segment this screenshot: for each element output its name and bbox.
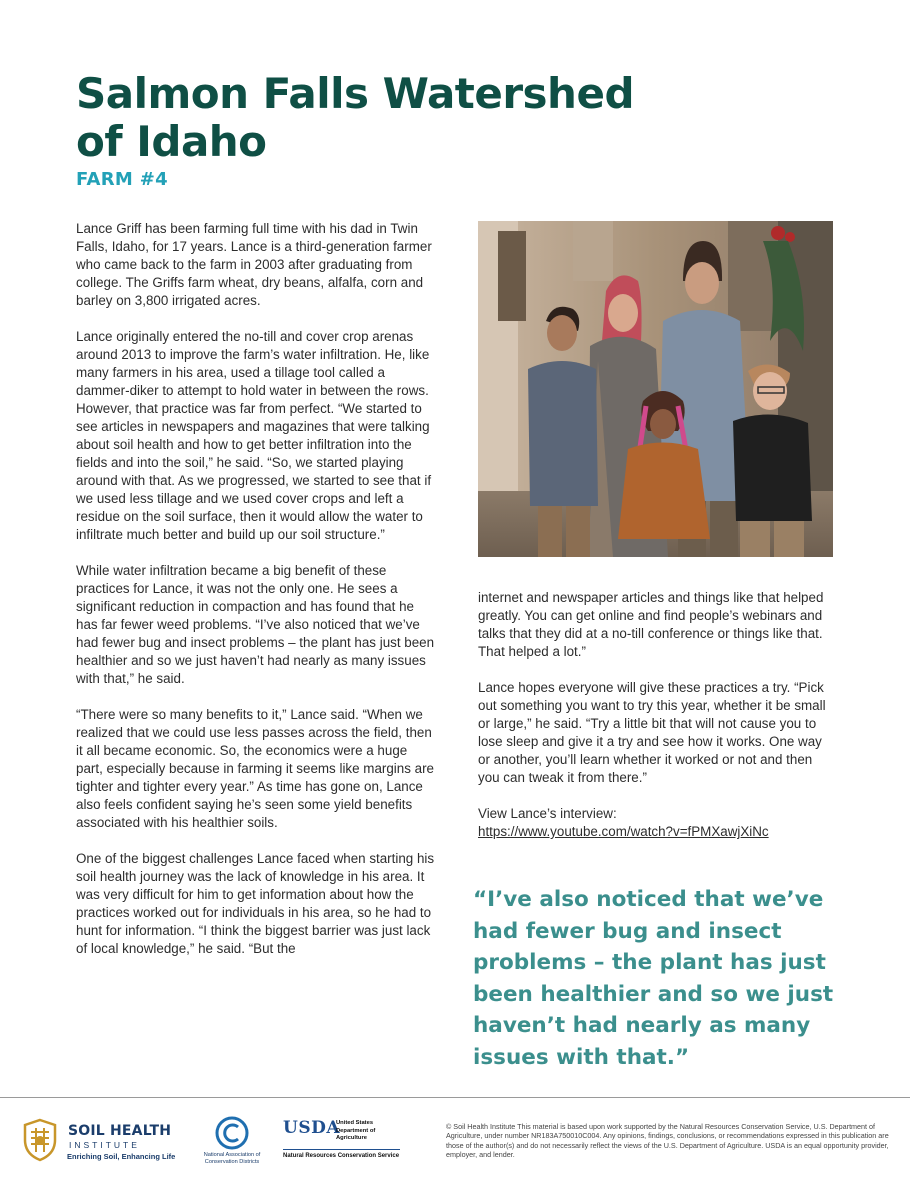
pull-quote: “I’ve also noticed that we’ve had fewer bug and insect problems – the plant has just been healthier and so we just haven’t had nearly as many issues with that.” bbox=[473, 887, 834, 1070]
paragraph: One of the biggest challenges Lance faced when starting his soil health journey was the lack of knowledge in his area. It was very difficult for him to get information about how the practices worked out for individuals in his area, so he had to hunt for information. “I think the biggest barrier was just lack of local knowledge,” he said. “But the bbox=[76, 851, 435, 956]
nacd-name: National Association of Conservation Districts bbox=[203, 1152, 261, 1165]
soil-health-institute-logo bbox=[22, 1118, 182, 1168]
title-line-1: Salmon Falls Watershed bbox=[76, 69, 635, 118]
page-title bbox=[76, 70, 776, 166]
usda-logo-icon: USDA bbox=[283, 1118, 341, 1138]
left-column bbox=[76, 220, 436, 976]
right-column bbox=[478, 589, 833, 859]
paragraph: Lance originally entered the no-till and cover crop arenas around 2013 to improve the farm’s water infiltration. He, like many farmers in his area, used a tillage tool called a dammer-diker to attempt to hold water in between the rows. However, that practice was far from perfect. “We started to see articles in newspapers and magazines that were talking about soil health and how to get better infiltration into the fields and into the soil,” he said. “So, we started playing around with that. As we progressed, we started to see that if we used less tillage and we used cover crops and left a residue on the soil surface, then it would allow the water to infiltrate much better and build up our soil structure.” bbox=[76, 329, 432, 542]
farm-number-subtitle: FARM #4 bbox=[76, 169, 168, 190]
paragraph: “There were so many benefits to it,” Lance said. “When we realized that we could use less passes across the field, then it all became economic. So, the economics were a huge part, especially because in farming it seems like margins are tighter and tighter every year.” As time has gone on, Lance also feels confident saying he’s seen some yield benefits associated with his healthier soils. bbox=[76, 707, 434, 830]
family-photo-illustration bbox=[478, 221, 833, 557]
title-line-2: of Idaho bbox=[76, 117, 267, 166]
interview-link[interactable]: https://www.youtube.com/watch?v=fPMXawjXiNc bbox=[478, 824, 769, 839]
usda-department: United States Department of Agriculture bbox=[336, 1120, 376, 1141]
disclaimer: © Soil Health Institute This material is based upon work supported by the Natural Resources Conservation Service, U.S. Department of Agriculture, under number NR183A750010C004. Any opinions, findings, conclusions, or recommendations expressed in this publication are those of the author(s) and do not necessarily reflect the views of the U.S. Department of Agriculture. USDA is an equal opportunity provider, employer, and lender. bbox=[446, 1122, 889, 1159]
usda-logo bbox=[283, 1116, 413, 1166]
nacd-circle-icon bbox=[197, 1114, 267, 1152]
shi-institute: INSTITUTE bbox=[69, 1140, 140, 1150]
shi-name: SOIL HEALTH bbox=[68, 1123, 172, 1139]
usda-nrcs: Natural Resources Conservation Service bbox=[283, 1153, 400, 1159]
paragraph: Lance Griff has been farming full time with his dad in Twin Falls, Idaho, for 17 years. Lance is a third-generation farmer who came back to the farm in 2003 after graduating from college. The Griffs farm wheat, dry beans, alfalfa, corn and barley on 3,800 irrigated acres. bbox=[76, 221, 432, 308]
interview-label: View Lance’s interview: bbox=[478, 806, 617, 821]
paragraph: Lance hopes everyone will give these practices a try. “Pick out something you want to try this year, whether it be small or large,” he said. “Try a little bit that will not cause you to lose sleep and give it a try and see how it works. One way or another, you’ll learn whether it worked or not and then you can tweak it from there.” bbox=[478, 680, 826, 785]
nacd-logo bbox=[197, 1114, 267, 1170]
paragraph: While water infiltration became a big benefit of these practices for Lance, it was not the only one. He sees a significant reduction in compaction and has found that he has far fewer weed problems. “I’ve also noticed that we’ve had fewer bug and insect problems – the plant has just been healthier and so we just haven’t had nearly as many issues with that,” he said. bbox=[76, 563, 435, 686]
interview-block bbox=[478, 805, 833, 841]
family-photo bbox=[478, 221, 833, 557]
usda-rule bbox=[283, 1149, 400, 1150]
soil-health-shield-icon bbox=[22, 1118, 58, 1162]
footer bbox=[0, 1098, 910, 1180]
shi-tagline: Enriching Soil, Enhancing Life bbox=[67, 1152, 176, 1161]
paragraph: internet and newspaper articles and things like that helped greatly. You can get online and find people’s webinars and talks that they did at a no-till conference or things like that. That helped a lot.” bbox=[478, 590, 824, 659]
